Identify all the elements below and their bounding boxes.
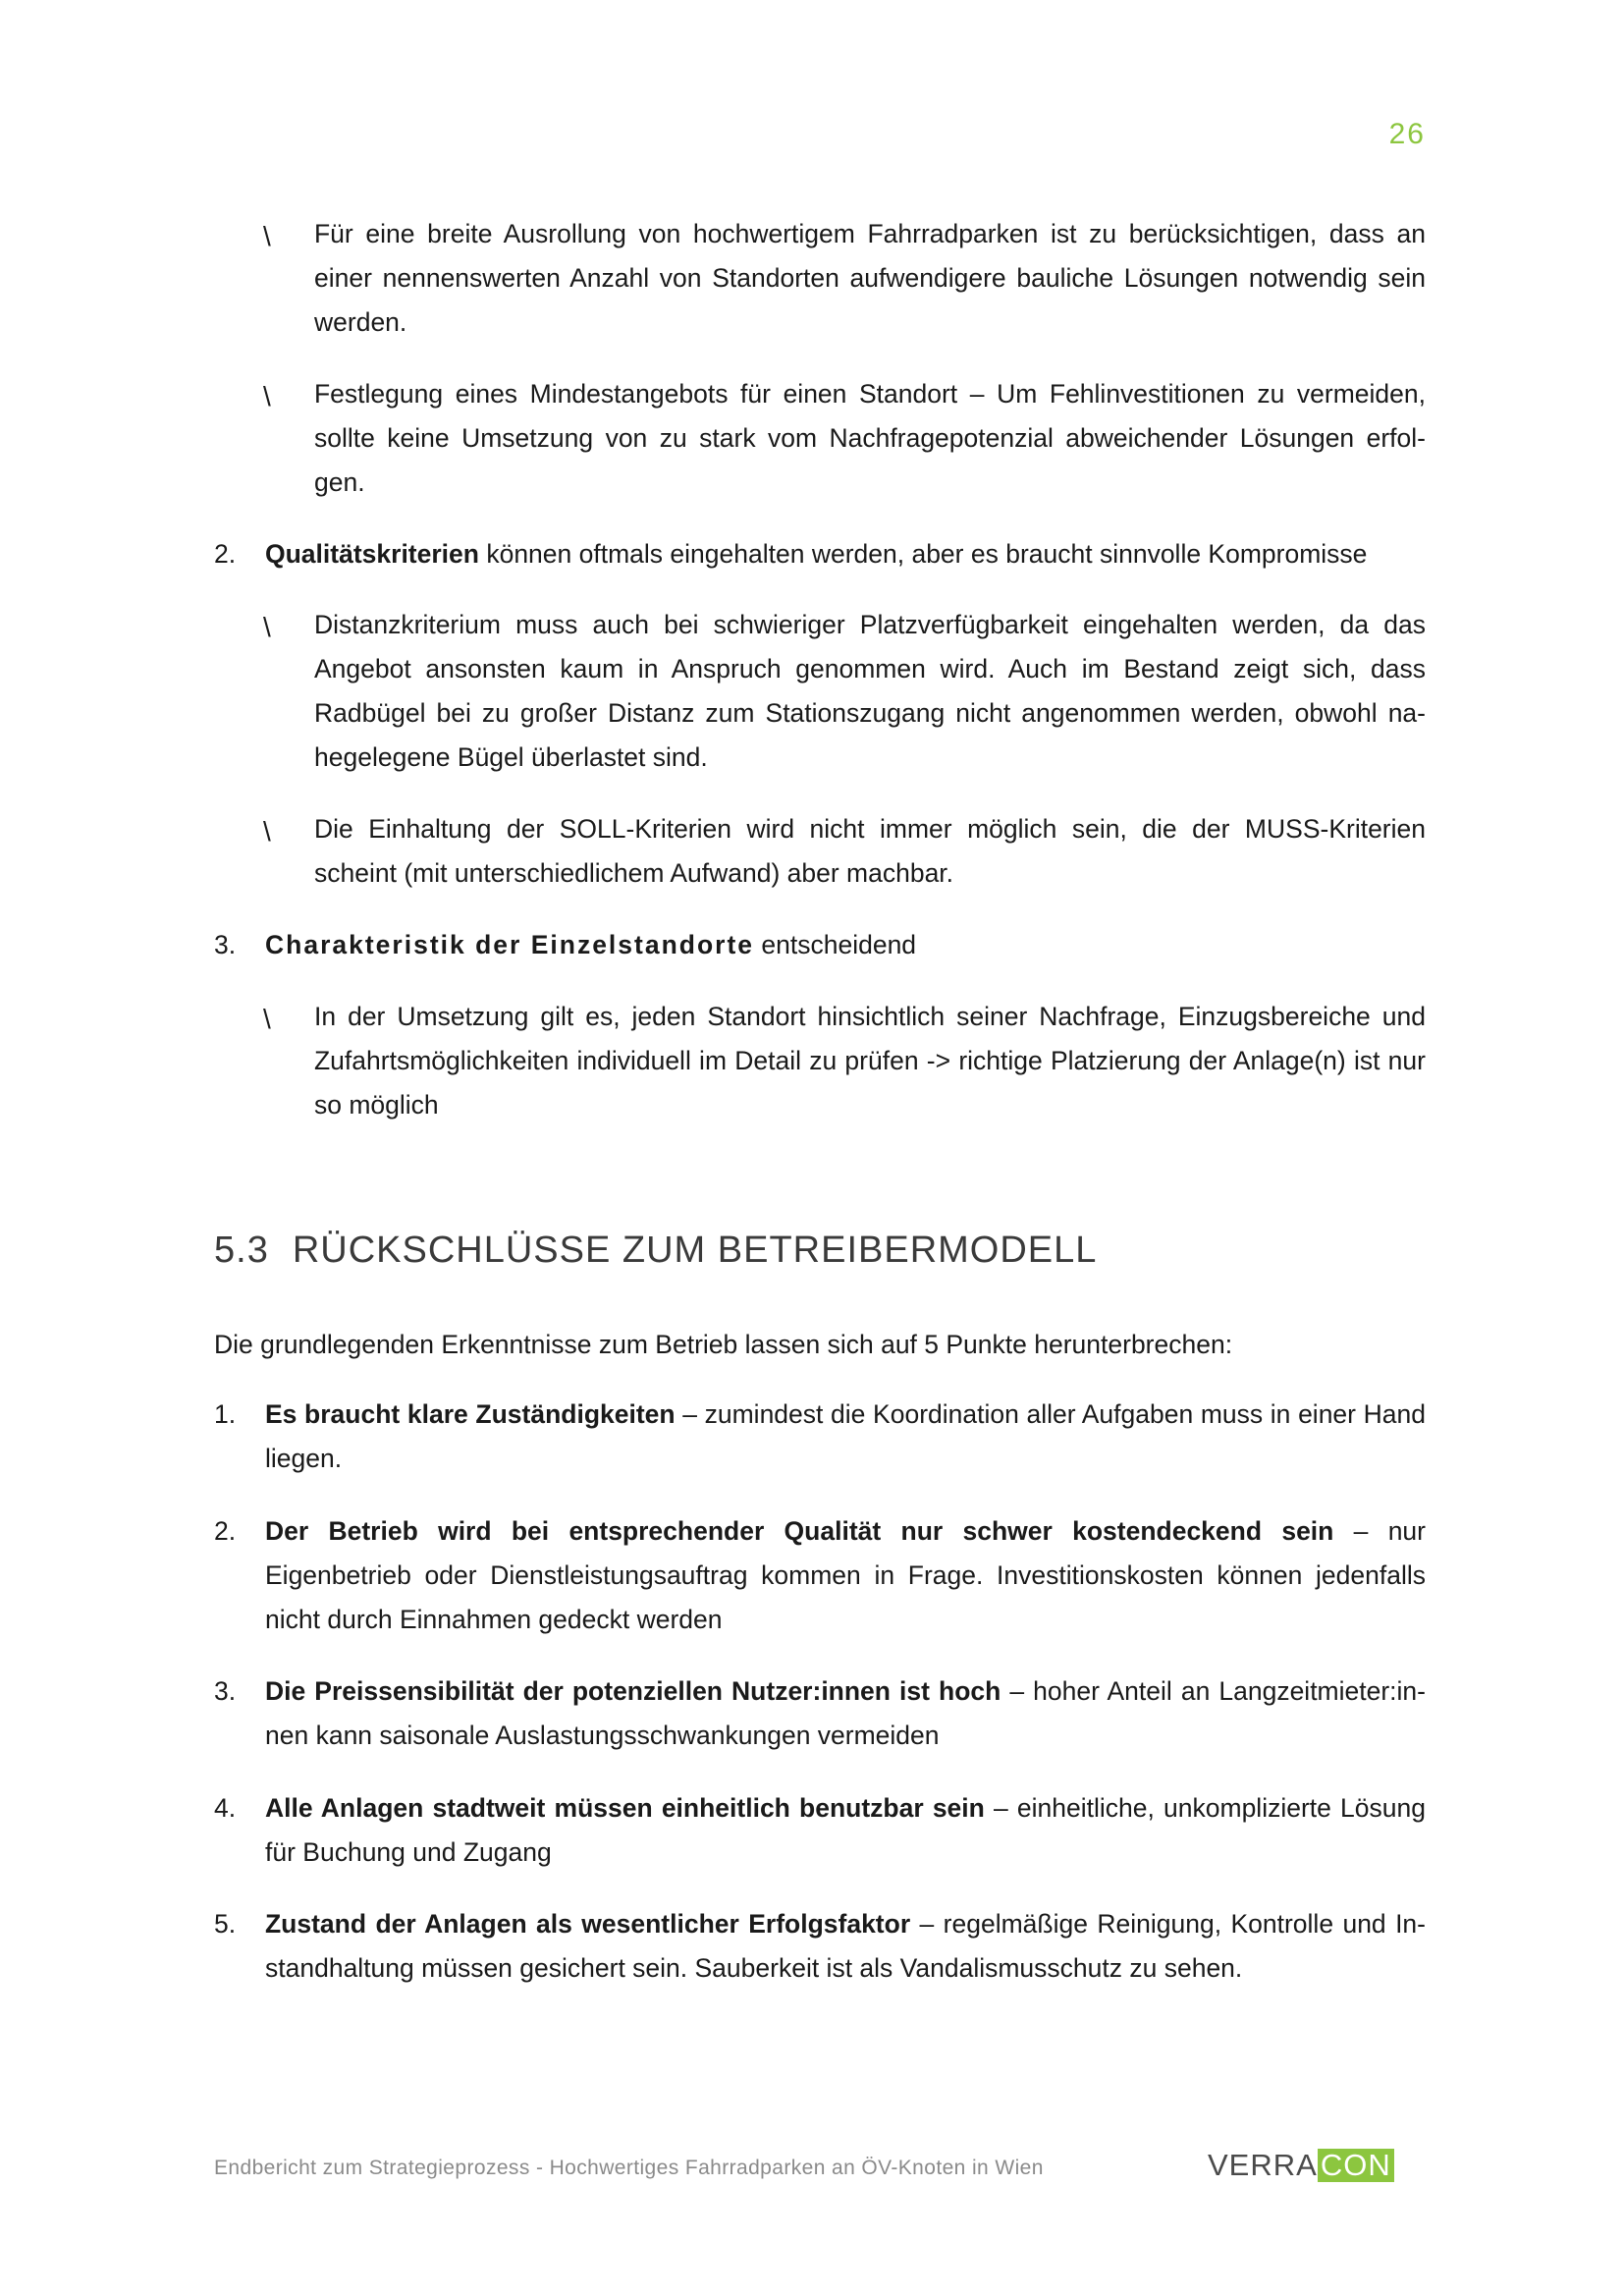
list-item-rest: – regelmäßige Reinigung, Kontrolle und In-standhaltung müssen gesichert sein. Sauberkeit ist als Vandalismusschutz zu sehen. xyxy=(265,1909,1426,1983)
list-item-bold: Die Preissensibilität der potenziellen Nutzer:innen ist hoch xyxy=(265,1676,1001,1706)
list-number: 2. xyxy=(214,539,237,569)
section-title: RÜCKSCHLÜSSE ZUM BETREIBERMODELL xyxy=(292,1230,1098,1271)
list-number: 5. xyxy=(214,1909,237,1939)
list-item-bold: Der Betrieb wird bei entsprechender Qualität nur schwer kostendeckend sein xyxy=(265,1516,1334,1546)
page-number: 26 xyxy=(1388,118,1426,150)
section-number: 5.3 xyxy=(214,1230,269,1271)
bullet-text: Für eine breite Ausrollung von hochwertigem Fahrradparken ist zu berücksichtigen, dass an einer nennenswerten Anzahl von Standorten aufwendigere bauliche Lösungen notwendig sein werden. xyxy=(314,219,1426,337)
bullet-mark: \ xyxy=(263,816,271,847)
list-item-text xyxy=(265,532,1426,576)
list-item-rest: – zumindest die Koordination aller Aufgaben muss in einer Hand liegen. xyxy=(265,1399,1426,1473)
list-number: 3. xyxy=(214,1676,237,1706)
bullet-text: Die Einhaltung der SOLL-Kriterien wird nicht immer möglich sein, die der MUSS-Kriterien scheint (mit unterschiedlichem Aufwand) aber machbar. xyxy=(314,814,1426,888)
verracon-logo xyxy=(1208,2149,1394,2182)
list-item-rest: – einheitliche, unkomplizierte Lösung für Buchung und Zugang xyxy=(265,1793,1426,1867)
bullet-mark: \ xyxy=(263,612,271,642)
list-item-rest: entscheidend xyxy=(754,930,917,959)
logo-text-verra: VERRA xyxy=(1208,2148,1318,2182)
logo-text-con: CON xyxy=(1318,2149,1394,2182)
bullet-text: Distanzkriterium muss auch bei schwieriger Platzverfügbarkeit eingehalten werden, da das Angebot ansonsten kaum in Anspruch genommen wird. Auch im Bestand zeigt sich, dass Radbügel bei zu großer Distanz zum Stationszugang nicht angenommen werden, obwohl na-hegelegene Bügel überlastet sind. xyxy=(314,610,1426,772)
list-item-rest: können oftmals eingehalten werden, aber es braucht sinnvolle Kompromisse xyxy=(478,539,1368,569)
list-item-rest: – hoher Anteil an Langzeitmieter:in-nen kann saisonale Auslastungsschwankungen vermeiden xyxy=(265,1676,1426,1750)
section-heading xyxy=(214,1230,1097,1272)
list-item-text xyxy=(265,1902,1426,1991)
list-item-text xyxy=(265,1669,1426,1758)
list-item-bold: Charakteristik der Einzelstandorte xyxy=(265,930,755,959)
list-item-bold: Es braucht klare Zuständigkeiten xyxy=(265,1399,676,1429)
bullet-mark: \ xyxy=(263,381,271,411)
list-item-bold: Zustand der Anlagen als wesentlicher Erfolgsfaktor xyxy=(265,1909,911,1939)
list-item-bold: Alle Anlagen stadtweit müssen einheitlich benutzbar sein xyxy=(265,1793,985,1823)
list-number: 3. xyxy=(214,930,237,959)
bullet-mark: \ xyxy=(263,1004,271,1034)
list-number: 1. xyxy=(214,1399,237,1429)
list-item-text xyxy=(265,1393,1426,1481)
list-item-rest: – nur Eigenbetrieb oder Dienstleistungsauftrag kommen in Frage. Investitionskosten können jedenfalls nicht durch Einnahmen gedeckt werden xyxy=(265,1516,1426,1634)
list-item-text xyxy=(265,923,1426,967)
bullet-text: In der Umsetzung gilt es, jeden Standort hinsichtlich seiner Nachfrage, Einzugsbereiche und Zufahrtsmöglichkeiten individuell im Detail zu prüfen -> richtige Platzierung der Anlage(n) ist nur so möglich xyxy=(314,1002,1426,1120)
list-number: 2. xyxy=(214,1516,237,1546)
section-intro: Die grundlegenden Erkenntnisse zum Betrieb lassen sich auf 5 Punkte herunterbrechen: xyxy=(214,1330,1233,1359)
list-item-text xyxy=(265,1509,1426,1642)
list-number: 4. xyxy=(214,1793,237,1823)
bullet-text: Festlegung eines Mindestangebots für einen Standort – Um Fehlinvestitionen zu vermeiden, sollte keine Umsetzung von zu stark vom Nachfragepotenzial abweichender Lösungen erfol-gen. xyxy=(314,379,1426,497)
bullet-mark: \ xyxy=(263,221,271,251)
list-item-bold: Qualitätskriterien xyxy=(265,539,479,569)
list-item-text xyxy=(265,1786,1426,1875)
footer-text: Endbericht zum Strategieprozess - Hochwertiges Fahrradparken an ÖV-Knoten in Wien xyxy=(214,2157,1044,2179)
